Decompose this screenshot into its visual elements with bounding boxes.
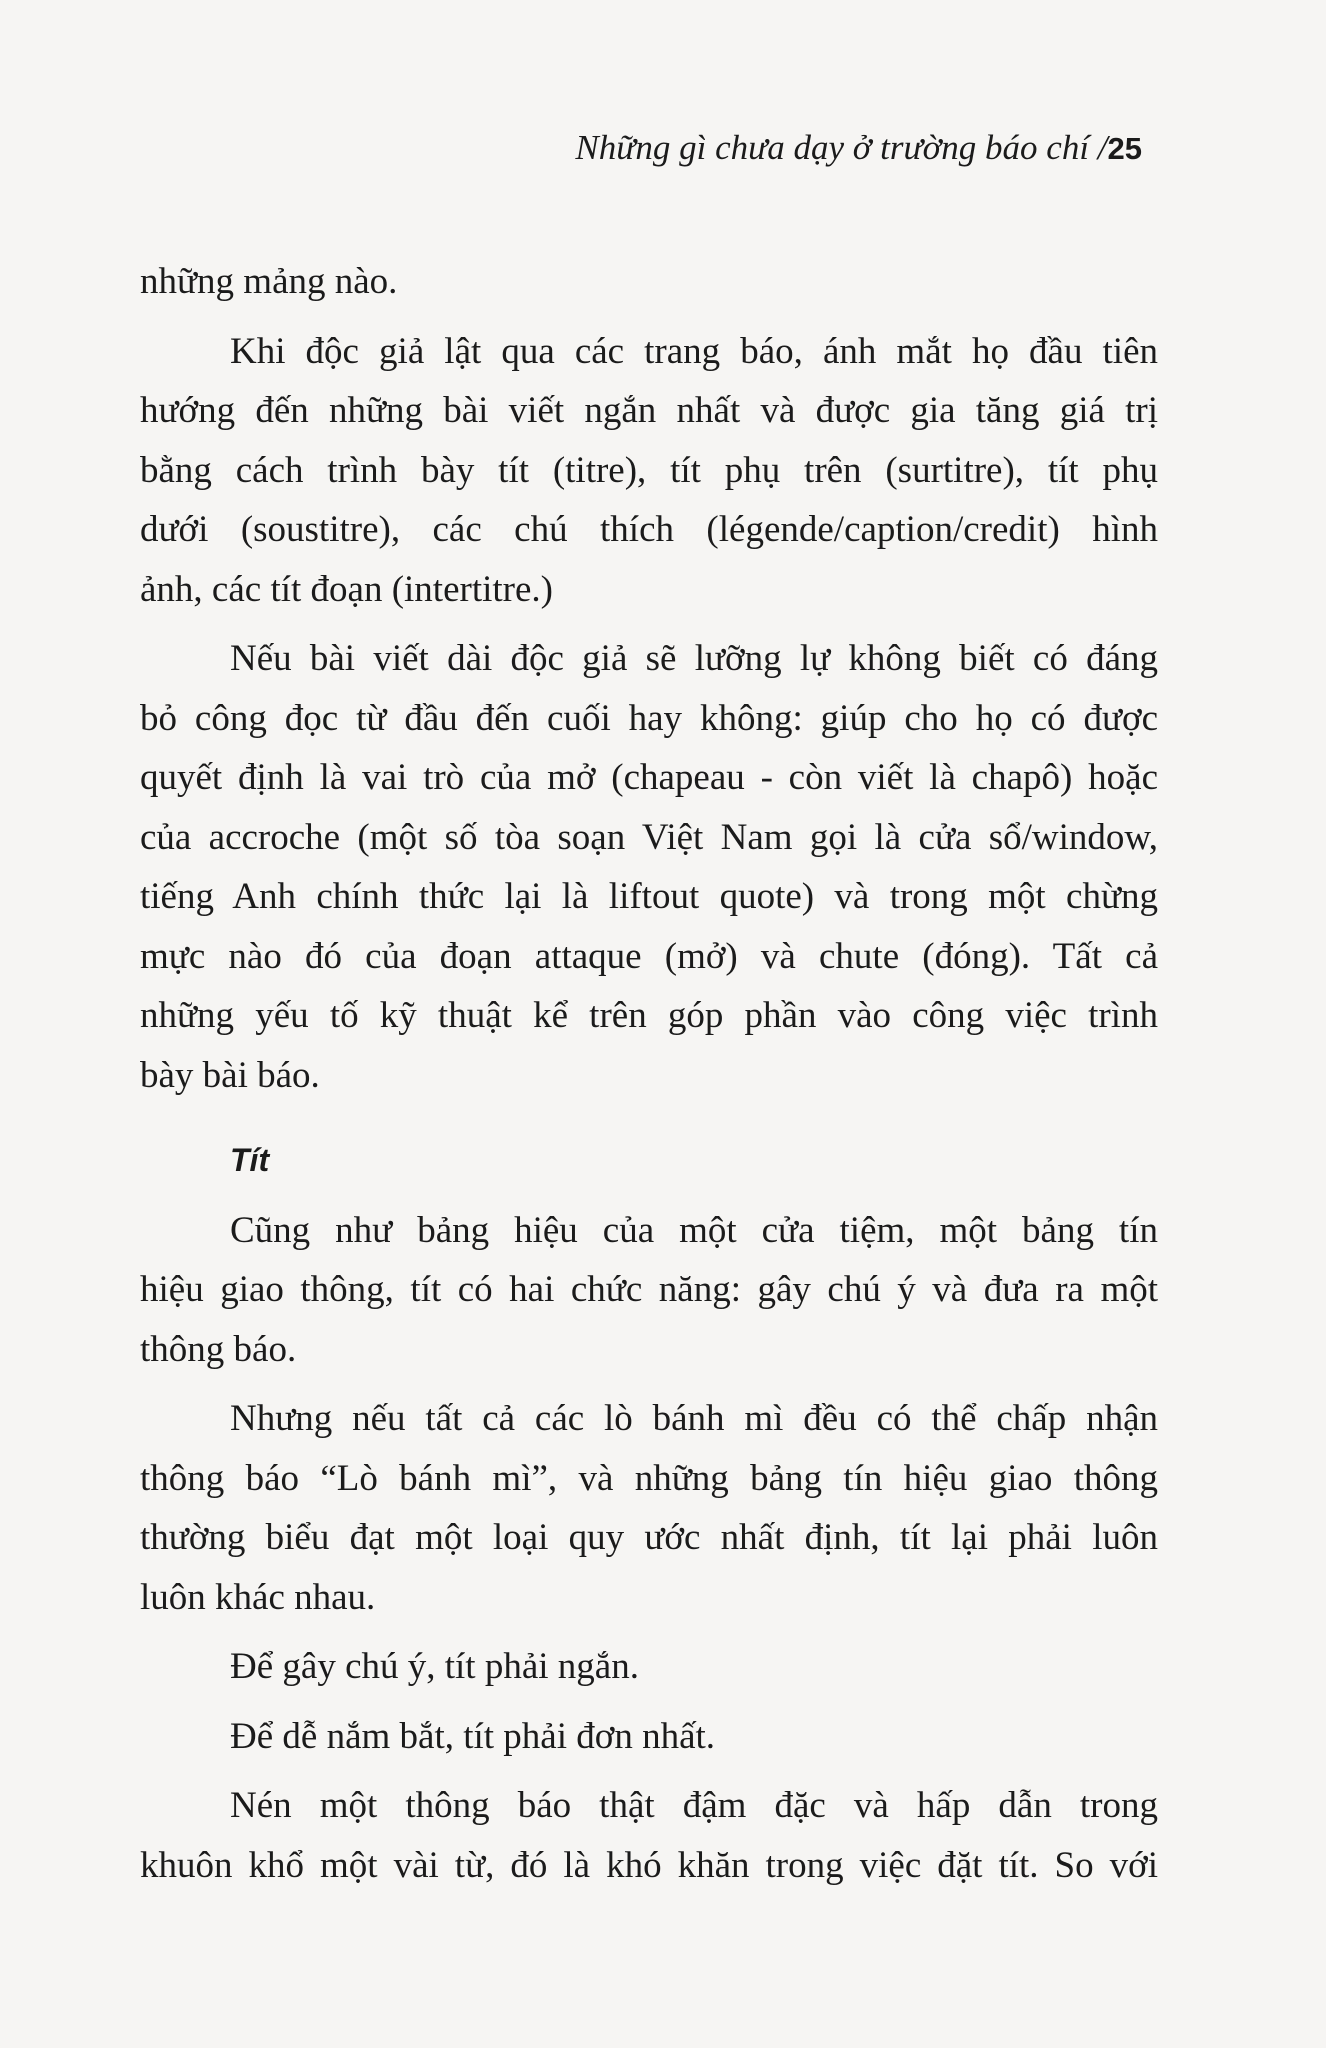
text-line: những mảng nào. (140, 261, 398, 302)
section-heading: Tít (230, 1142, 270, 1178)
paragraph (140, 322, 1158, 620)
text-line: thông báo. (140, 1328, 297, 1370)
paragraph (140, 1201, 1158, 1380)
text-line: thường biểu đạt một loại quy ước nhất định, tít lại phải luôn (140, 1517, 1158, 1558)
running-header (575, 128, 1142, 168)
text-line: luôn khác nhau. (140, 1576, 376, 1618)
text-line: bày bài báo. (140, 1054, 320, 1096)
text-line: của accroche (một số tòa soạn Việt Nam gọi là cửa sổ/window, (140, 816, 1158, 858)
text-line: Để dễ nắm bắt, tít phải đơn nhất. (230, 1715, 716, 1757)
text-line: hướng đến những bài viết ngắn nhất và được gia tăng giá trị (140, 390, 1158, 431)
paragraph (140, 1707, 1158, 1767)
running-title: Những gì chưa dạy ở trường báo chí / (575, 128, 1108, 167)
text-line: ảnh, các tít đoạn (intertitre.) (140, 568, 553, 610)
text-line: thông báo “Lò bánh mì”, và những bảng tín hiệu giao thông (140, 1457, 1158, 1499)
text-line: mực nào đó của đoạn attaque (mở) và chute (đóng). Tất cả (140, 935, 1158, 977)
text-line: tiếng Anh chính thức lại là liftout quote) và trong một chừng (140, 876, 1158, 917)
text-line: Để gây chú ý, tít phải ngắn. (230, 1646, 639, 1687)
text-line: những yếu tố kỹ thuật kể trên góp phần vào công việc trình (140, 995, 1158, 1036)
paragraph (140, 252, 1158, 312)
text-line: bằng cách trình bày tít (titre), tít phụ trên (surtitre), tít phụ (140, 449, 1158, 491)
text-line: dưới (soustitre), các chú thích (légende/caption/credit) hình (140, 509, 1158, 550)
page-body (140, 252, 1158, 1895)
paragraph (140, 629, 1158, 1105)
paragraph (140, 1637, 1158, 1697)
text-line: Khi độc giả lật qua các trang báo, ánh mắt họ đầu tiên (230, 330, 1158, 372)
text-line: quyết định là vai trò của mở (chapeau - còn viết là chapô) hoặc (140, 757, 1158, 798)
text-line: Nếu bài viết dài độc giả sẽ lưỡng lự không biết có đáng (230, 638, 1158, 679)
text-line: khuôn khổ một vài từ, đó là khó khăn trong việc đặt tít. So với (140, 1844, 1158, 1886)
text-line: Cũng như bảng hiệu của một cửa tiệm, một bảng tín (230, 1209, 1158, 1251)
paragraph (140, 1389, 1158, 1627)
text-line: hiệu giao thông, tít có hai chức năng: gây chú ý và đưa ra một (140, 1269, 1158, 1310)
text-line: Nén một thông báo thật đậm đặc và hấp dẫn trong (230, 1785, 1158, 1826)
page-number: 25 (1107, 131, 1142, 166)
text-line: Nhưng nếu tất cả các lò bánh mì đều có thể chấp nhận (230, 1398, 1158, 1439)
text-line: bỏ công đọc từ đầu đến cuối hay không: giúp cho họ có được (140, 697, 1158, 739)
paragraph (140, 1776, 1158, 1895)
